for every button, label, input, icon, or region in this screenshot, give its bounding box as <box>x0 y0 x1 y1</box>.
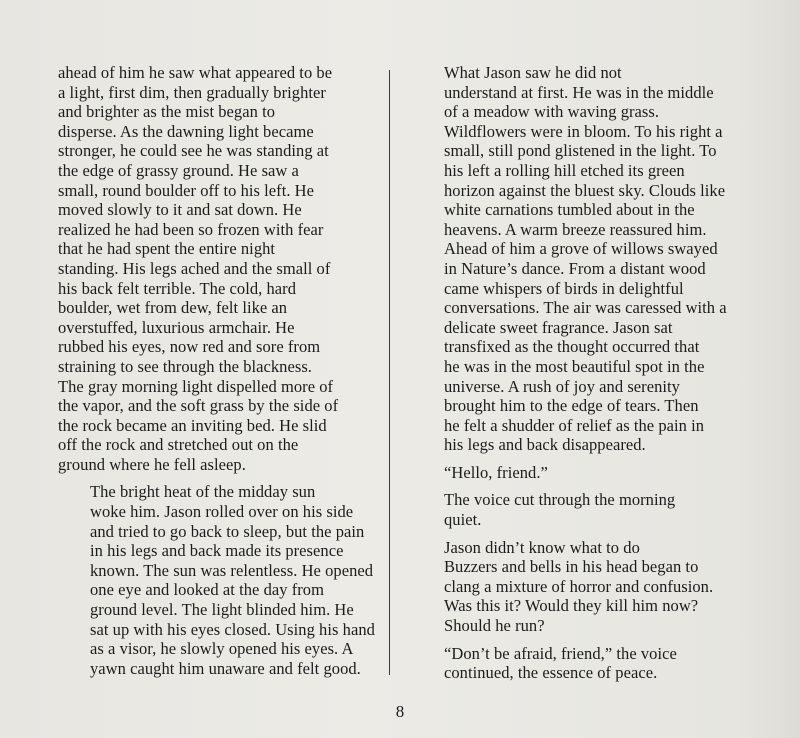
text-line: ground level. The light blinded him. He <box>90 600 354 620</box>
text-line: universe. A rush of joy and serenity <box>444 376 680 396</box>
text-line: The voice cut through the morning <box>444 490 676 510</box>
text-line: came whispers of birds in delightful <box>444 278 684 298</box>
text-line: he was in the most beautiful spot in the <box>444 356 705 376</box>
paragraph <box>58 63 376 474</box>
text-line: yawn caught him unaware and felt good. <box>90 658 361 678</box>
text-line: he felt a shudder of relief as the pain in <box>444 415 705 435</box>
page-edge-shadow <box>740 0 800 738</box>
paragraph <box>412 644 732 683</box>
text-line: understand at first. He was in the middle <box>444 82 714 102</box>
text-line: the vapor, and the soft grass by the side of <box>58 396 339 416</box>
paragraph <box>412 63 732 455</box>
text-line: sat up with his eyes closed. Using his hand <box>90 619 375 639</box>
text-line: rubbed his eyes, now red and sore from <box>58 337 321 357</box>
text-line: his left a rolling hill etched its green <box>444 160 685 180</box>
text-line: off the rock and stretched out on the <box>58 435 299 455</box>
text-line: small, still pond glistened in the light. To <box>444 141 717 161</box>
text-line: clang a mixture of horror and confusion. <box>444 576 714 596</box>
paragraph <box>412 538 732 636</box>
text-line: straining to see through the blackness. <box>58 356 312 376</box>
text-line: “Hello, friend.” <box>444 462 548 482</box>
column-divider <box>389 70 390 675</box>
paragraph <box>58 482 376 678</box>
right-text-column <box>412 63 732 691</box>
left-text-column <box>58 63 376 686</box>
paragraph <box>412 463 732 483</box>
text-line: overstuffed, luxurious armchair. He <box>58 317 295 337</box>
text-line: of a meadow with waving grass. <box>444 102 660 122</box>
text-line: Jason didn’t know what to do <box>444 537 640 557</box>
text-line: delicate sweet fragrance. Jason sat <box>444 317 673 337</box>
text-line: and tried to go back to sleep, but the pain <box>90 521 365 541</box>
text-line: known. The sun was relentless. He opened <box>90 560 374 580</box>
text-line: ahead of him he saw what appeared to be <box>58 63 333 82</box>
text-line: Was this it? Would they kill him now? <box>444 596 699 616</box>
text-line: realized he had been so frozen with fear <box>58 219 324 239</box>
text-line: quiet. <box>444 510 482 530</box>
text-line: ground where he fell asleep. <box>58 454 246 474</box>
text-line: that he had spent the entire night <box>58 239 276 259</box>
text-line: Should he run? <box>444 616 545 636</box>
text-line: transfixed as the thought occurred that <box>444 337 700 357</box>
text-line: in his legs and back made its presence <box>90 541 344 561</box>
text-line: in Nature’s dance. From a distant wood <box>444 258 706 278</box>
text-line: moved slowly to it and sat down. He <box>58 200 302 220</box>
text-line: stronger, he could see he was standing at <box>58 141 329 161</box>
text-line: disperse. As the dawning light became <box>58 121 314 141</box>
text-line: “Don’t be afraid, friend,” the voice <box>444 643 677 663</box>
text-line: woke him. Jason rolled over on his side <box>90 502 354 522</box>
text-line: What Jason saw he did not <box>444 63 622 82</box>
text-line: Buzzers and bells in his head began to <box>444 557 699 577</box>
text-line: his back felt terrible. The cold, hard <box>58 278 297 298</box>
text-line: the rock became an inviting bed. He slid <box>58 415 327 435</box>
text-line: Wildflowers were in bloom. To his right a <box>444 121 723 141</box>
text-line: and brighter as the mist began to <box>58 102 276 122</box>
text-line: a light, first dim, then gradually brighter <box>58 82 326 102</box>
text-line: boulder, wet from dew, felt like an <box>58 298 288 318</box>
text-line: small, round boulder off to his left. He <box>58 180 315 200</box>
text-line: conversations. The air was caressed with a <box>444 298 727 318</box>
page-number: 8 <box>395 702 405 721</box>
text-line: continued, the essence of peace. <box>444 663 658 683</box>
text-line: horizon against the bluest sky. Clouds like <box>444 180 726 200</box>
text-line: brought him to the edge of tears. Then <box>444 396 699 416</box>
text-line: standing. His legs ached and the small of <box>58 258 331 278</box>
text-line: white carnations tumbled about in the <box>444 200 695 220</box>
text-line: heavens. A warm breeze reassured him. <box>444 219 707 239</box>
text-line: as a visor, he slowly opened his eyes. A <box>90 639 354 659</box>
text-line: The gray morning light dispelled more of <box>58 376 334 396</box>
paragraph <box>412 490 732 529</box>
text-line: the edge of grassy ground. He saw a <box>58 160 299 180</box>
text-line: his legs and back disappeared. <box>444 435 646 455</box>
text-line: The bright heat of the midday sun <box>90 482 316 502</box>
text-line: one eye and looked at the day from <box>90 580 324 600</box>
text-line: Ahead of him a grove of willows swayed <box>444 239 718 259</box>
